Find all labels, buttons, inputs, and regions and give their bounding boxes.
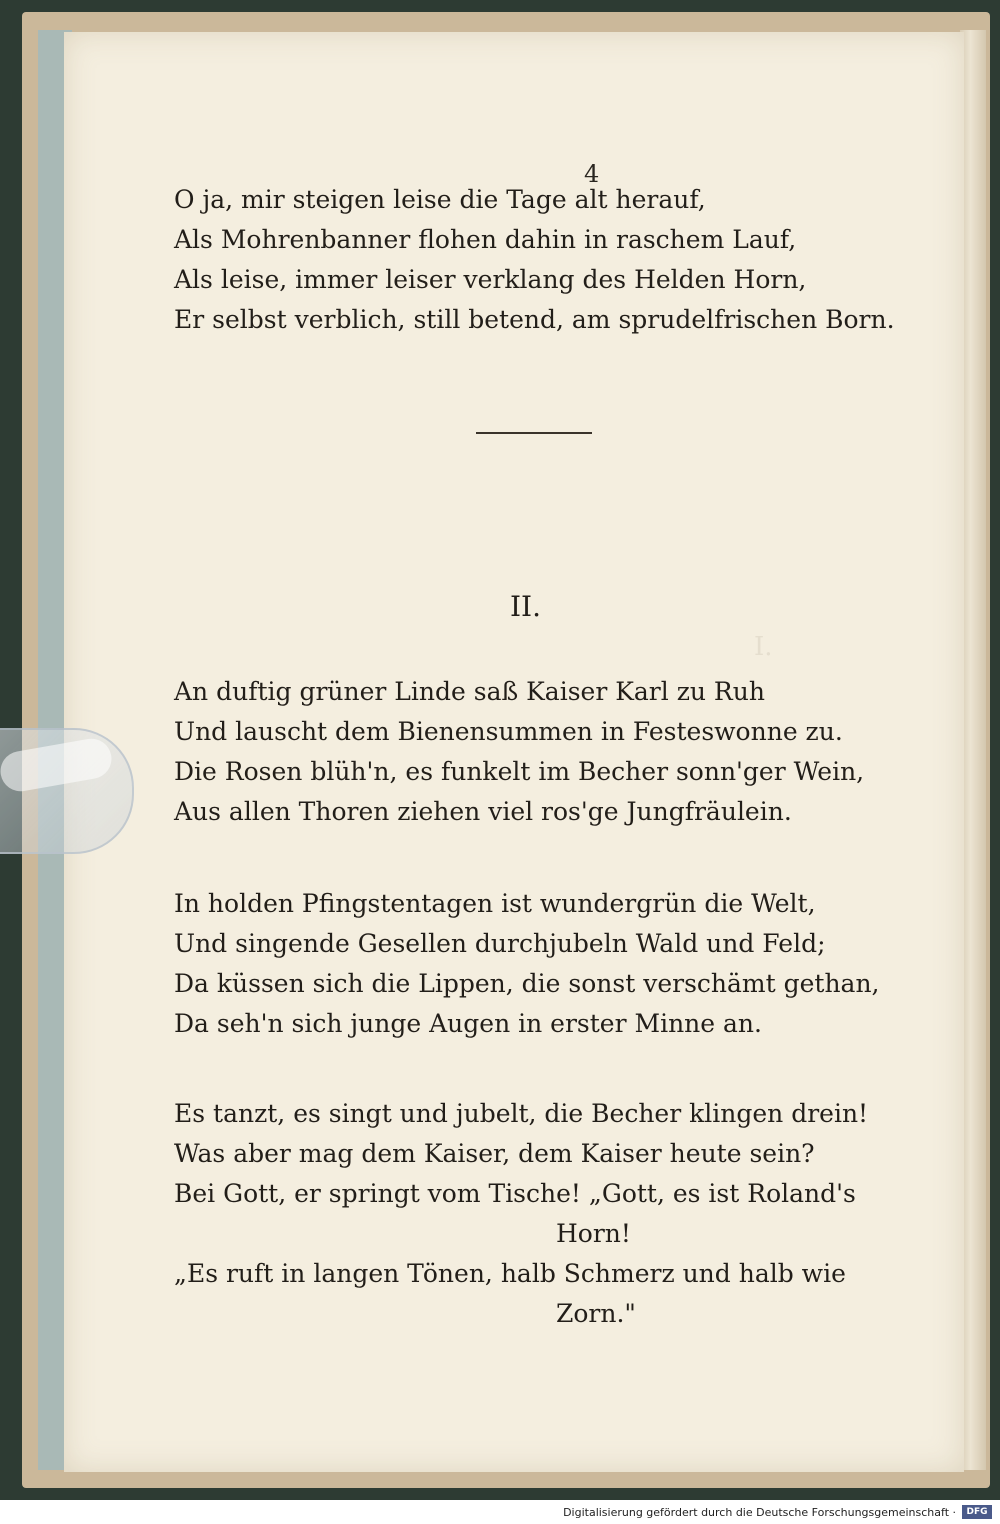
verse-line-continuation: Zorn." (556, 1299, 636, 1328)
verse-line: Bei Gott, er springt vom Tische! „Gott, es ist Roland's (174, 1179, 856, 1208)
verse-line: Und singende Gesellen durchjubeln Wald und Feld; (174, 929, 826, 958)
digitization-credit: Digitalisierung gefördert durch die Deutsche Forschungsgemeinschaft · (563, 1506, 956, 1519)
section-title: II. (510, 590, 542, 623)
verse-line: Da seh'n sich junge Augen in erster Minne an. (174, 1009, 762, 1038)
stanza-2 (174, 884, 880, 1044)
verse-line: Als leise, immer leiser verklang des Helden Horn, (174, 265, 807, 294)
verse-line-continuation: Horn! (556, 1219, 631, 1248)
verse-line: Es tanzt, es singt und jubelt, die Becher klingen drein! (174, 1099, 869, 1128)
verse-line: Aus allen Thoren ziehen viel ros'ge Jungfräulein. (174, 797, 792, 826)
show-through-text: I. (754, 632, 773, 662)
verse-line: O ja, mir steigen leise die Tage alt herauf, (174, 185, 706, 214)
verse-line: „Es ruft in langen Tönen, halb Schmerz und halb wie (174, 1259, 846, 1288)
verse-line: An duftig grüner Linde saß Kaiser Karl zu Ruh (174, 677, 765, 706)
section-divider (476, 432, 592, 434)
verse-top (174, 180, 895, 340)
stanza-1 (174, 672, 864, 832)
verse-line: Was aber mag dem Kaiser, dem Kaiser heute sein? (174, 1139, 815, 1168)
verse-line: Die Rosen blüh'n, es funkelt im Becher sonn'ger Wein, (174, 757, 865, 786)
book-page (64, 32, 964, 1472)
verse-line: Als Mohrenbanner flohen dahin in raschem Lauf, (174, 225, 797, 254)
verse-line: In holden Pfingstentagen ist wundergrün die Welt, (174, 889, 816, 918)
stanza-3 (174, 1094, 868, 1334)
verse-line: Da küssen sich die Lippen, die sonst verschämt gethan, (174, 969, 880, 998)
verse-line: Und lauscht dem Bienensummen in Festeswonne zu. (174, 717, 843, 746)
dfg-logo: DFG (962, 1505, 992, 1519)
page-number: 4 (584, 160, 600, 188)
verse-line: Er selbst verblich, still betend, am sprudelfrischen Born. (174, 305, 895, 334)
